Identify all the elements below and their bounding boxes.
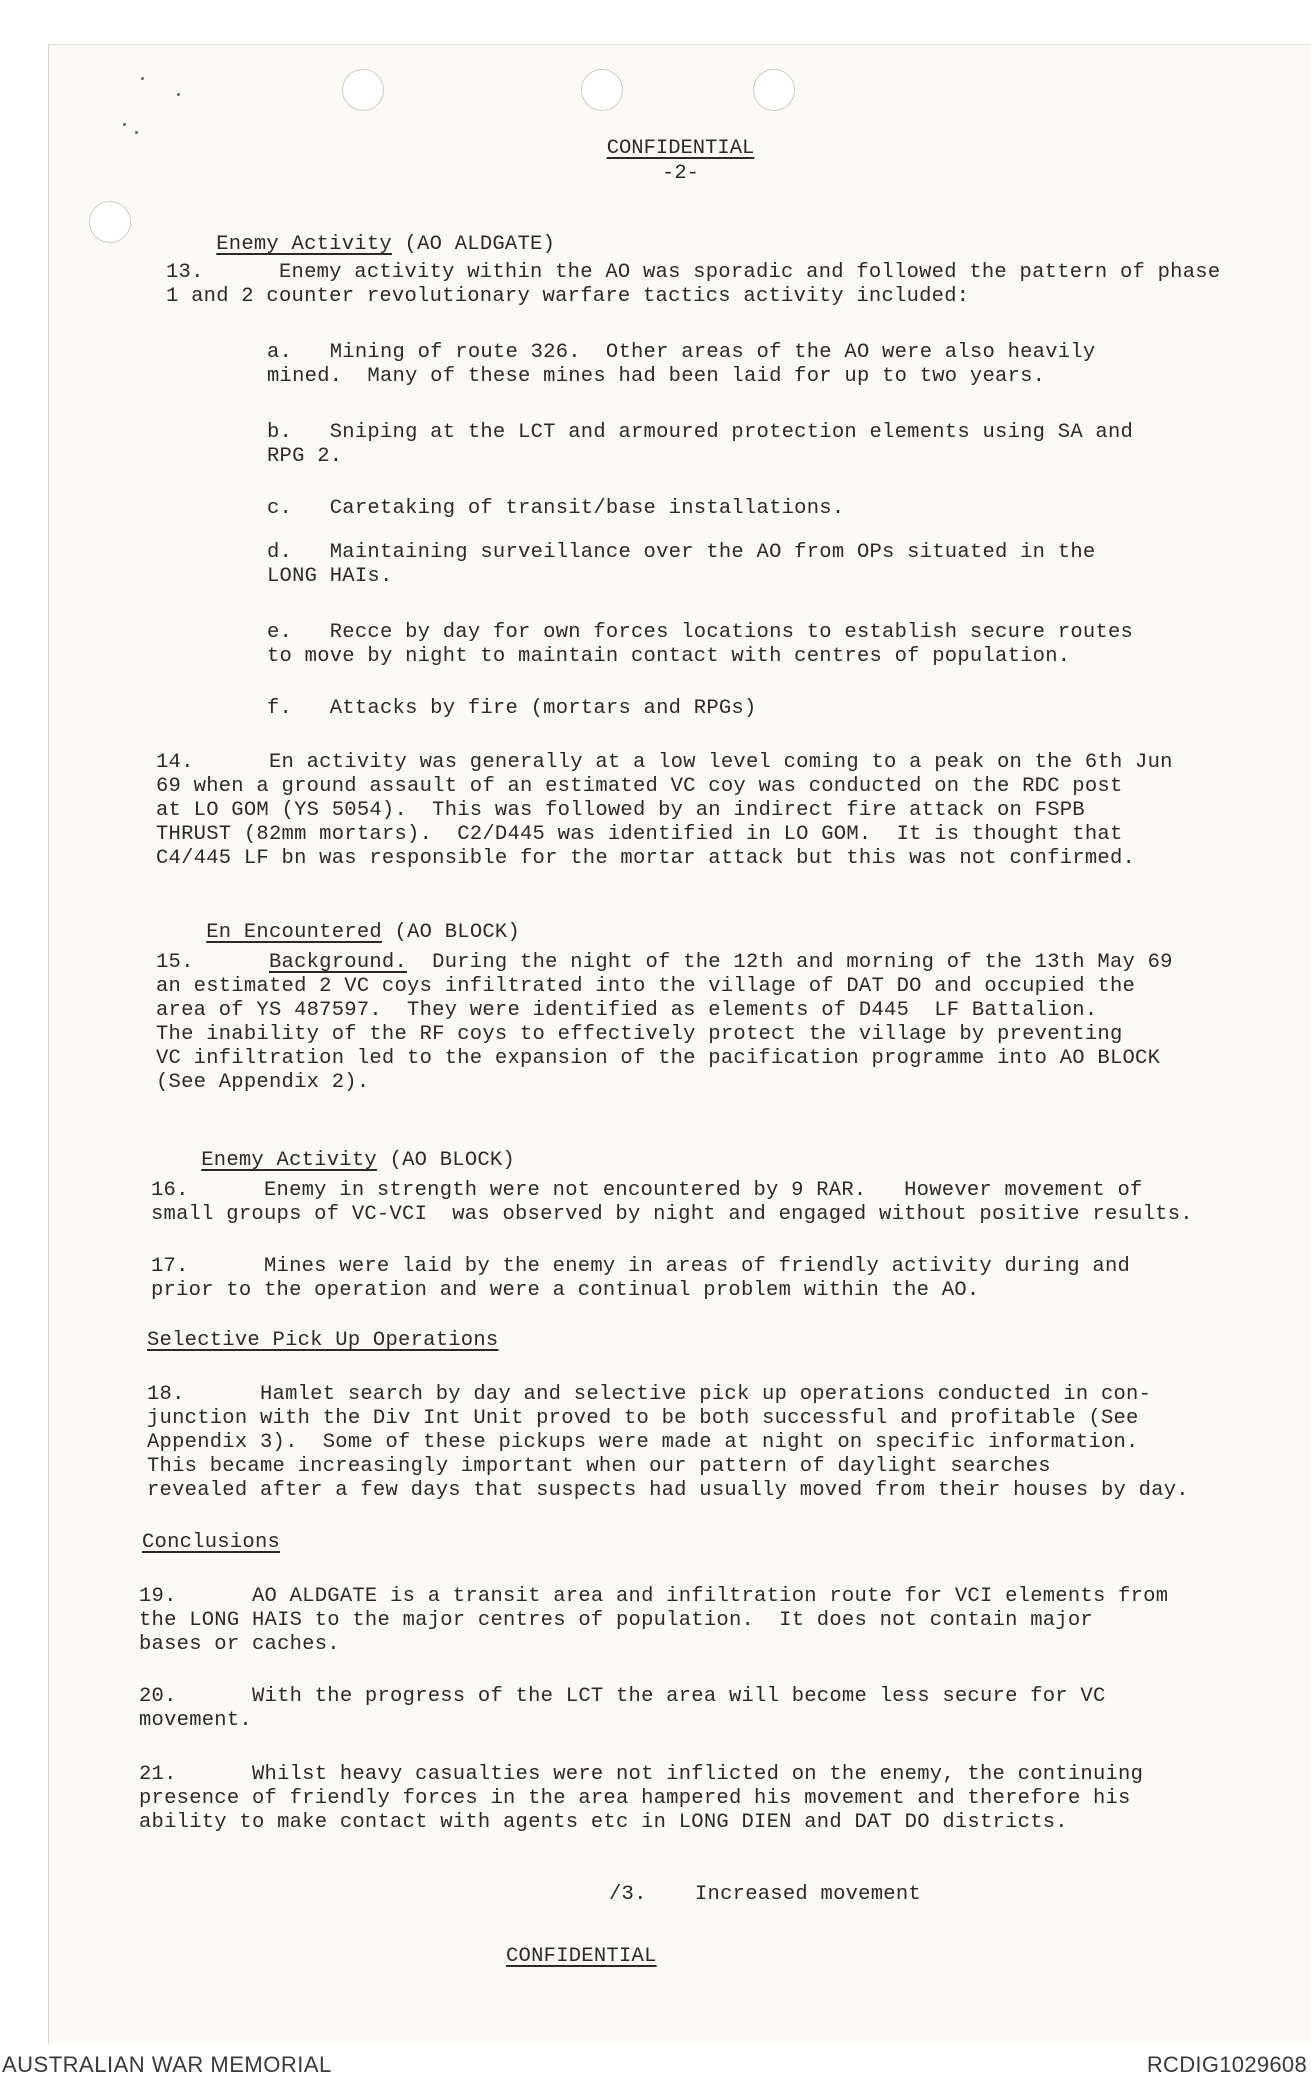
heading-suffix: (AO BLOCK) [394,921,521,944]
document-page [48,44,1311,2045]
paragraph-18-line: junction with the Div Int Unit proved to be both successful and profitable (See [147,1407,1139,1430]
paragraph-16-line: small groups of VC-VCI was observed by night and engaged without positive results. [151,1203,1193,1226]
paragraph-14-line: at LO GOM (YS 5054). This was followed by an indirect fire attack on FSPB [156,799,1085,822]
punch-hole [753,69,795,111]
subparagraph-13d-line: d. Maintaining surveillance over the AO from OPs situated in the [267,541,1096,564]
subparagraph-13b-line: b. Sniping at the LCT and armoured protection elements using SA and [267,421,1134,444]
paragraph-number: 15. [156,951,269,974]
paper-mark [135,131,138,134]
paragraph-14-line: C4/445 LF bn was responsible for the mortar attack but this was not confirmed. [156,847,1136,870]
paragraph-13-line: 1 and 2 counter revolutionary warfare tactics activity included: [166,285,970,308]
paragraph-19-line: the LONG HAIS to the major centres of population. It does not contain major [139,1609,1093,1632]
punch-hole [581,69,623,111]
subparagraph-13a-line: mined. Many of these mines had been laid for up to two years. [267,365,1046,388]
punch-hole [89,201,131,243]
heading-text: En Encountered [206,921,382,944]
paragraph-18-line: This became increasingly important when our pattern of daylight searches [147,1455,1051,1478]
continuation-marker: /3. [609,1883,647,1906]
subparagraph-13e-line: e. Recce by day for own forces locations to establish secure routes [267,621,1134,644]
paragraph-17-line: prior to the operation and were a continual problem within the AO. [151,1279,980,1302]
paragraph-14-line: THRUST (82mm mortars). C2/D445 was identified in LO GOM. It is thought that [156,823,1123,846]
paragraph-19-line: bases or caches. [139,1633,340,1656]
heading-suffix: (AO ALDGATE) [404,233,556,256]
paragraph-18-line: revealed after a few days that suspects had usually moved from their houses by day. [147,1479,1189,1502]
paragraph-19-line: 19. AO ALDGATE is a transit area and infiltration route for VCI elements from [139,1585,1169,1608]
paragraph-15-line: The inability of the RF coys to effectively protect the village by preventing [156,1023,1123,1046]
paragraph-14-line: 69 when a ground assault of an estimated VC coy was conducted on the RDC post [156,775,1123,798]
archive-name: AUSTRALIAN WAR MEMORIAL [2,2052,332,2077]
punch-hole [342,69,384,111]
classification-footer: CONFIDENTIAL [506,1945,657,1968]
heading-text: Enemy Activity [216,233,392,256]
heading-suffix: (AO BLOCK) [389,1149,516,1172]
heading-text: Enemy Activity [201,1149,377,1172]
paragraph-21-line: 21. Whilst heavy casualties were not inflicted on the enemy, the continuing [139,1763,1144,1786]
paragraph-15-line: (See Appendix 2). [156,1071,370,1094]
subparagraph-13d-line: LONG HAIs. [267,565,393,588]
subparagraph-13a-line: a. Mining of route 326. Other areas of the AO were also heavily [267,341,1096,364]
paragraph-21-line: presence of friendly forces in the area hampered his movement and therefore his [139,1787,1131,1810]
paragraph-18-line: 18. Hamlet search by day and selective pick up operations conducted in con- [147,1383,1152,1406]
paper-mark [141,77,144,80]
paragraph-15-line [156,951,1173,975]
section-heading-selective-pickup: Selective Pick Up Operations [147,1329,499,1352]
paragraph-17-line: 17. Mines were laid by the enemy in areas of friendly activity during and [151,1255,1131,1278]
paragraph-18-line: Appendix 3). Some of these pickups were made at night on specific information. [147,1431,1139,1454]
paragraph-16-line: 16. Enemy in strength were not encountered by 9 RAR. However movement of [151,1179,1143,1202]
archive-footer [0,2044,1311,2082]
paragraph-15-line: VC infiltration led to the expansion of the pacification programme into AO BLOCK [156,1047,1161,1070]
paper-mark [177,93,180,96]
subparagraph-13e-line: to move by night to maintain contact with centres of population. [267,645,1071,668]
paragraph-lead: Background. [268,951,408,974]
paragraph-20-line: movement. [139,1709,252,1732]
subparagraph-13b-line: RPG 2. [267,445,343,468]
subparagraph-13f-line: f. Attacks by fire (mortars and RPGs) [267,697,757,720]
paragraph-14-line: 14. En activity was generally at a low level coming to a peak on the 6th Jun [156,751,1173,774]
section-heading-conclusions: Conclusions [142,1531,281,1554]
page-number: -2- [662,162,699,185]
paragraph-15-line: area of YS 487597. They were identified as elements of D445 LF Battalion. [156,999,1098,1022]
subparagraph-13c-line: c. Caretaking of transit/base installations. [267,497,845,520]
continuation-text: Increased movement [695,1883,921,1906]
paragraph-20-line: 20. With the progress of the LCT the area will become less secure for VC [139,1685,1106,1708]
classification-header: CONFIDENTIAL [606,137,755,160]
paragraph-21-line: ability to make contact with agents etc in LONG DIEN and DAT DO districts. [139,1811,1068,1834]
archive-reference: RCDIG1029608 [1146,2052,1307,2077]
paragraph-15-line: an estimated 2 VC coys infiltrated into the village of DAT DO and occupied the [156,975,1136,998]
paper-mark [123,123,126,126]
paragraph-13-line: 13. Enemy activity within the AO was sporadic and followed the pattern of phase [166,261,1221,284]
paragraph-text: During the night of the 12th and morning of the 13th May 69 [407,951,1173,974]
